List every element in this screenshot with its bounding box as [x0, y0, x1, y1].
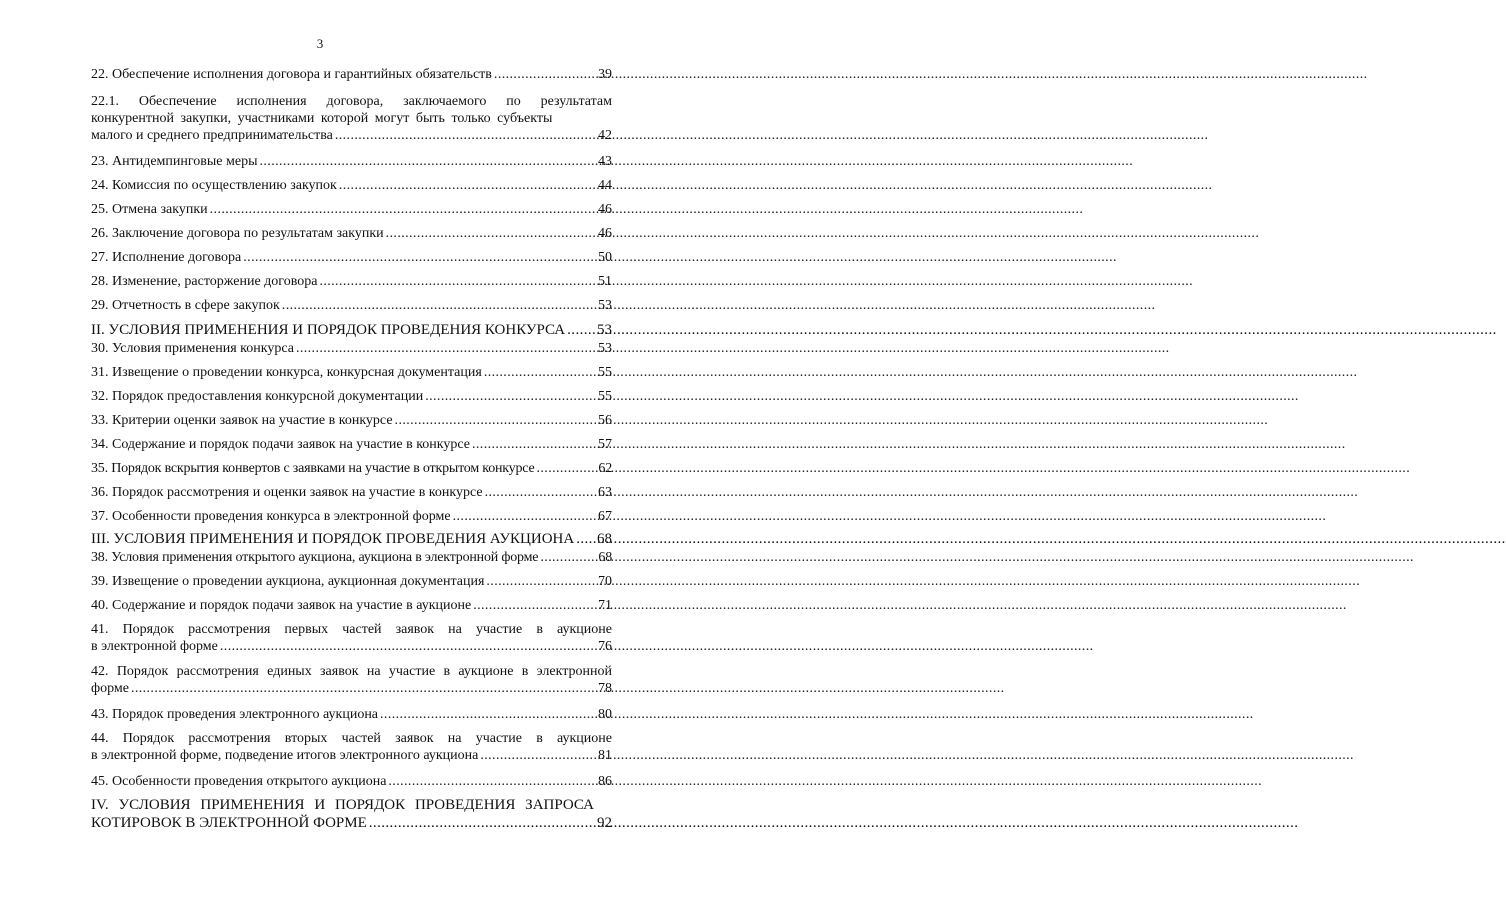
toc-entry-page: 67	[598, 509, 612, 524]
toc-entry-page: 46	[598, 226, 612, 241]
toc-entry[interactable]	[91, 201, 612, 218]
toc-entry[interactable]	[91, 597, 612, 614]
toc-entry-title-lines: 22.1. Обеспечение исполнения договора, заключаемого по результатам конкурентной закупки, участниками которой могут быть только субъекты	[91, 94, 612, 126]
dot-leader	[540, 549, 596, 566]
dot-leader	[386, 225, 596, 242]
toc-entry-title: 40. Содержание и порядок подачи заявок на участие в аукционе	[91, 598, 472, 613]
toc-entry-title: 37. Особенности проведения конкурса в электронной форме	[91, 509, 451, 524]
dot-leader	[335, 127, 596, 144]
dot-leader	[260, 153, 597, 170]
toc-entry-title: 39. Извещение о проведении аукциона, аукционная документация	[91, 574, 485, 589]
dot-leader	[369, 814, 595, 832]
toc-entry-title: 35. Порядок вскрытия конвертов с заявками на участие в открытом конкурсе	[91, 461, 535, 476]
toc-entry[interactable]	[91, 621, 612, 655]
toc-entry[interactable]	[91, 225, 612, 242]
dot-leader	[296, 340, 596, 357]
dot-leader	[453, 508, 596, 525]
dot-leader	[220, 638, 596, 655]
toc-section-heading[interactable]	[91, 530, 612, 548]
toc-entry[interactable]	[91, 297, 612, 314]
toc-section-heading[interactable]	[91, 796, 612, 832]
toc-entry-title: в электронной форме, подведение итогов электронного аукциона	[91, 748, 479, 763]
toc-entry[interactable]	[91, 773, 612, 790]
toc-entry-title: 31. Извещение о проведении конкурса, конкурсная документация	[91, 365, 482, 380]
toc-entry-page: 86	[598, 774, 612, 789]
dot-leader	[567, 321, 595, 339]
toc-entry[interactable]	[91, 460, 612, 477]
toc-entry-title: 30. Условия применения конкурса	[91, 341, 294, 356]
toc-entry-page: 57	[598, 437, 612, 452]
dot-leader	[480, 747, 596, 764]
toc-entry[interactable]	[91, 436, 612, 453]
toc-entry-page: 63	[598, 485, 612, 500]
toc-entry[interactable]	[91, 549, 612, 566]
toc-entry-title: 38. Условия применения открытого аукциона, аукциона в электронной форме	[91, 550, 539, 565]
toc-entry[interactable]	[91, 706, 612, 723]
toc-entry-page: 55	[598, 365, 612, 380]
toc-entry[interactable]	[91, 93, 612, 144]
toc-entry-title: в электронной форме	[91, 639, 218, 654]
toc-entry-page: 44	[598, 178, 612, 193]
toc-section-page: 92	[597, 815, 612, 831]
toc-entry-page: 42	[598, 128, 612, 143]
toc-entry-title: малого и среднего предпринимательства	[91, 128, 333, 143]
toc-entry-page: 53	[598, 298, 612, 313]
toc-entry[interactable]	[91, 66, 612, 83]
toc-entry-page: 43	[598, 154, 612, 169]
toc-entry-page: 81	[598, 748, 612, 763]
toc-entry-title: 29. Отчетность в сфере закупок	[91, 298, 280, 313]
toc-entry[interactable]	[91, 340, 612, 357]
dot-leader	[339, 177, 596, 194]
dot-leader	[243, 249, 596, 266]
toc-section-title: КОТИРОВОК В ЭЛЕКТРОННОЙ ФОРМЕ	[91, 815, 367, 831]
toc-entry-title: 25. Отмена закупки	[91, 202, 208, 217]
toc-entry-page: 51	[598, 274, 612, 289]
toc-entry-page: 50	[598, 250, 612, 265]
toc-entry-page: 56	[598, 413, 612, 428]
dot-leader	[388, 773, 596, 790]
toc-entry-title: 22. Обеспечение исполнения договора и гарантийных обязательств	[91, 67, 492, 82]
toc-entry-title: форме	[91, 681, 129, 696]
dot-leader	[473, 597, 596, 614]
dot-leader	[425, 388, 596, 405]
toc-entry[interactable]	[91, 508, 612, 525]
toc-section-title: II. УСЛОВИЯ ПРИМЕНЕНИЯ И ПОРЯДОК ПРОВЕДЕНИЯ КОНКУРСА	[91, 322, 566, 338]
page-number: 3	[316, 36, 324, 51]
toc-entry[interactable]	[91, 573, 612, 590]
toc-entry[interactable]	[91, 663, 612, 697]
toc-entry-title: 32. Порядок предоставления конкурсной документации	[91, 389, 424, 404]
toc-entry-page: 62	[598, 461, 612, 476]
toc-entry-page: 70	[598, 574, 612, 589]
dot-leader	[494, 66, 596, 83]
toc-entry[interactable]	[91, 388, 612, 405]
dot-leader	[131, 680, 596, 697]
dot-leader	[395, 412, 596, 429]
toc-entry-title: 45. Особенности проведения открытого аукциона	[91, 774, 387, 789]
dot-leader	[537, 460, 597, 477]
toc-entry[interactable]	[91, 364, 612, 381]
toc-entry-page: 68	[598, 550, 612, 565]
toc-entry-title: 28. Изменение, расторжение договора	[91, 274, 318, 289]
toc-entry[interactable]	[91, 730, 612, 764]
toc-entry-title-lines: 41. Порядок рассмотрения первых частей заявок на участие в аукционе	[91, 622, 612, 637]
document-page	[0, 0, 640, 904]
toc-entry-title: 43. Порядок проведения электронного аукциона	[91, 707, 379, 722]
toc-entry-page: 78	[598, 681, 612, 696]
toc-entry[interactable]	[91, 153, 612, 170]
toc-section-heading[interactable]	[91, 321, 612, 339]
toc-entry-title: 24. Комиссия по осуществлению закупок	[91, 178, 337, 193]
dot-leader	[485, 484, 596, 501]
dot-leader	[472, 436, 596, 453]
dot-leader	[486, 573, 596, 590]
toc-entry-page: 53	[598, 341, 612, 356]
toc-entry-page: 55	[598, 389, 612, 404]
dot-leader	[484, 364, 596, 381]
toc-section-title: III. УСЛОВИЯ ПРИМЕНЕНИЯ И ПОРЯДОК ПРОВЕДЕНИЯ АУКЦИОНА	[91, 531, 575, 547]
toc-entry-title: 27. Исполнение договора	[91, 250, 242, 265]
toc-entry-title: 34. Содержание и порядок подачи заявок на участие в конкурсе	[91, 437, 470, 452]
toc-entry-page: 76	[598, 639, 612, 654]
toc-entry-title: 36. Порядок рассмотрения и оценки заявок на участие в конкурсе	[91, 485, 483, 500]
toc-entry[interactable]	[91, 177, 612, 194]
toc-entry-title: 26. Заключение договора по результатам закупки	[91, 226, 384, 241]
toc-entry[interactable]	[91, 273, 612, 290]
toc-entry-title: 33. Критерии оценки заявок на участие в конкурсе	[91, 413, 393, 428]
toc-entry-page: 46	[598, 202, 612, 217]
toc-section-title-lines: IV. УСЛОВИЯ ПРИМЕНЕНИЯ И ПОРЯДОК ПРОВЕДЕНИЯ ЗАПРОСА	[91, 797, 594, 813]
toc-entry-title-lines: 44. Порядок рассмотрения вторых частей заявок на участие в аукционе	[91, 731, 612, 746]
toc-entry-page: 39	[598, 67, 612, 82]
toc-entry-page: 71	[598, 598, 612, 613]
toc-entry-title: 23. Антидемпинговые меры	[91, 154, 258, 169]
dot-leader	[210, 201, 596, 218]
dot-leader	[576, 530, 595, 548]
dot-leader	[319, 273, 596, 290]
toc-entry[interactable]	[91, 412, 612, 429]
toc-entry[interactable]	[91, 484, 612, 501]
toc-entry-page: 80	[598, 707, 612, 722]
toc-section-page: 68	[597, 531, 612, 547]
dot-leader	[282, 297, 596, 314]
toc-entry-title-lines: 42. Порядок рассмотрения единых заявок на участие в аукционе в электронной	[91, 664, 612, 679]
toc-section-page: 53	[597, 322, 612, 338]
dot-leader	[380, 706, 596, 723]
toc-entry[interactable]	[91, 249, 612, 266]
